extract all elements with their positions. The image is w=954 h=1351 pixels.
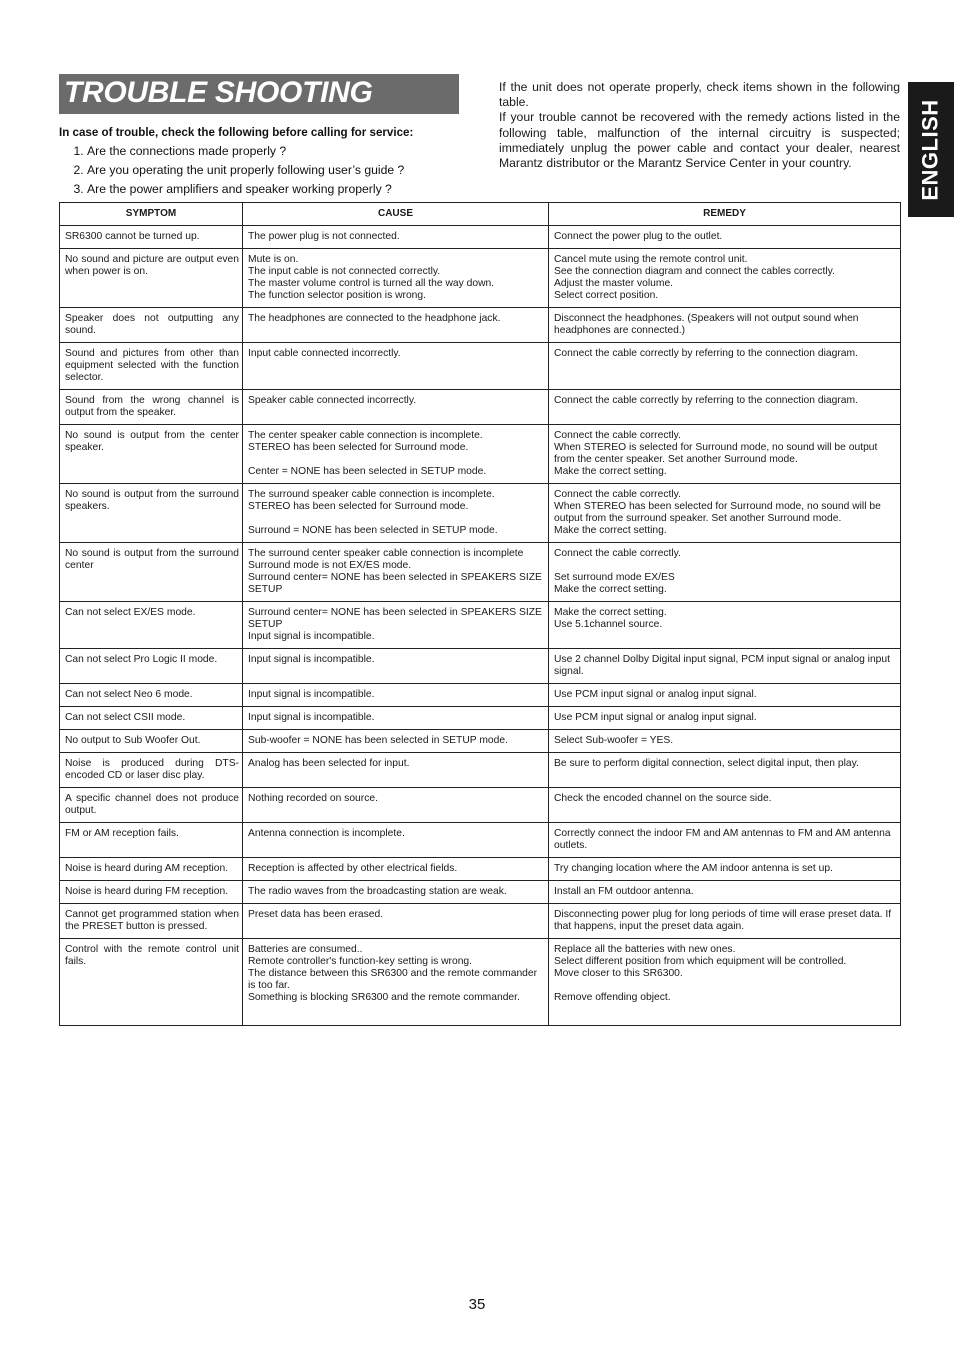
remedy-line: Install an FM outdoor antenna.	[554, 886, 694, 897]
remedy-cell	[549, 904, 901, 939]
cause-line: The headphones are connected to the headphone jack.	[248, 313, 501, 324]
cause-line: The surround center speaker cable connection is incomplete	[248, 548, 524, 559]
cause-line: The function selector position is wrong.	[248, 290, 426, 301]
remedy-cell	[549, 308, 901, 343]
cause-line: Input signal is incompatible.	[248, 631, 375, 642]
cause-line: Remote controller's function-key setting is wrong.	[248, 956, 473, 967]
remedy-line	[554, 560, 897, 572]
cause-line: The center speaker cable connection is incomplete.	[248, 430, 483, 441]
cause-cell	[243, 939, 549, 1026]
remedy-cell	[549, 788, 901, 823]
remedy-cell	[549, 939, 901, 1026]
cause-line: Center = NONE has been selected in SETUP mode.	[248, 466, 487, 477]
cause-line: Mute is on.	[248, 254, 299, 265]
cause-line: Input signal is incompatible.	[248, 689, 375, 700]
cause-cell	[243, 425, 549, 484]
table-row	[60, 249, 901, 308]
cause-cell	[243, 730, 549, 753]
remedy-cell	[549, 649, 901, 684]
cause-line: Batteries are consumed..	[248, 944, 363, 955]
remedy-line: Be sure to perform digital connection, select digital input, then play.	[554, 758, 859, 769]
cause-cell	[243, 684, 549, 707]
cause-cell	[243, 788, 549, 823]
remedy-cell	[549, 226, 901, 249]
cause-line: Antenna connection is incomplete.	[248, 828, 405, 839]
symptom-cell: Cannot get programmed station when the PRESET button is pressed.	[60, 904, 243, 939]
remedy-line: Make the correct setting.	[554, 584, 667, 595]
table-row	[60, 226, 901, 249]
cause-line: Surround center= NONE has been selected in SPEAKERS SIZE SETUP	[248, 607, 542, 630]
cause-cell	[243, 858, 549, 881]
cause-cell	[243, 308, 549, 343]
remedy-line	[554, 980, 897, 992]
check-item: 1. Are the connections made properly ?	[87, 142, 479, 161]
remedy-cell	[549, 707, 901, 730]
language-tab	[908, 82, 954, 217]
cause-line: Preset data has been erased.	[248, 909, 384, 920]
remedy-cell	[549, 343, 901, 390]
cause-line: Analog has been selected for input.	[248, 758, 410, 769]
cause-line: The master volume control is turned all the way down.	[248, 278, 495, 289]
remedy-cell	[549, 543, 901, 602]
cause-cell	[243, 707, 549, 730]
header-symptom: SYMPTOM	[60, 203, 243, 226]
cause-line: Speaker cable connected incorrectly.	[248, 395, 417, 406]
cause-line: Surround = NONE has been selected in SETUP mode.	[248, 525, 498, 536]
table-row	[60, 788, 901, 823]
remedy-cell	[549, 602, 901, 649]
table-row	[60, 881, 901, 904]
page-title: TROUBLE SHOOTING	[64, 76, 373, 109]
table-row	[60, 707, 901, 730]
remedy-line: Use PCM input signal or analog input signal.	[554, 712, 757, 723]
remedy-line: Disconnect the headphones. (Speakers will not output sound when headphones are connected.)	[554, 313, 859, 336]
symptom-cell: A specific channel does not produce output.	[60, 788, 243, 823]
table-row	[60, 308, 901, 343]
remedy-line: Make the correct setting.	[554, 607, 667, 618]
remedy-line: Set surround mode EX/ES	[554, 572, 675, 583]
language-tab-label: ENGLISH	[918, 98, 944, 201]
remedy-line: Connect the power plug to the outlet.	[554, 231, 723, 242]
remedy-line: Select different position from which equipment will be controlled.	[554, 956, 847, 967]
cause-cell	[243, 823, 549, 858]
table-row	[60, 753, 901, 788]
remedy-cell	[549, 249, 901, 308]
remedy-line: Disconnecting power plug for long periods of time will erase preset data. If that happens, input the preset data again.	[554, 909, 892, 932]
cause-cell	[243, 649, 549, 684]
cause-cell	[243, 753, 549, 788]
cause-line	[248, 454, 545, 466]
remedy-line: Make the correct setting.	[554, 466, 667, 477]
symptom-cell: No sound is output from the surround speakers.	[60, 484, 243, 543]
remedy-line: Cancel mute using the remote control unit.	[554, 254, 748, 265]
symptom-cell: Control with the remote control unit fails.	[60, 939, 243, 1026]
remedy-line: Remove offending object.	[554, 992, 671, 1003]
symptom-cell: Can not select Neo 6 mode.	[60, 684, 243, 707]
table-row	[60, 904, 901, 939]
table-row	[60, 343, 901, 390]
remedy-line: Use 5.1channel source.	[554, 619, 663, 630]
cause-line: The input cable is not connected correctly.	[248, 266, 441, 277]
remedy-line: Connect the cable correctly.	[554, 548, 681, 559]
remedy-line: Connect the cable correctly by referring to the connection diagram.	[554, 395, 858, 406]
symptom-cell: No output to Sub Woofer Out.	[60, 730, 243, 753]
remedy-cell	[549, 484, 901, 543]
intro-paragraph-2: If your trouble cannot be recovered with the remedy actions listed in the following table, malfunction of the internal circuitry is suspected; immediately unplug the power cable and contact your dealer, nearest Marantz distributor or the Marantz Service Center in your country.	[499, 110, 900, 171]
check-item: 3. Are the power amplifiers and speaker working properly ?	[87, 180, 479, 199]
remedy-cell	[549, 753, 901, 788]
cause-line: Sub-woofer = NONE has been selected in SETUP mode.	[248, 735, 508, 746]
symptom-cell: Speaker does not outputting any sound.	[60, 308, 243, 343]
symptom-cell: Can not select Pro Logic II mode.	[60, 649, 243, 684]
symptom-cell: No sound is output from the surround center	[60, 543, 243, 602]
cause-line: Reception is affected by other electrical fields.	[248, 863, 458, 874]
cause-line	[248, 513, 545, 525]
intro-text	[499, 80, 900, 171]
remedy-line: Adjust the master volume.	[554, 278, 674, 289]
table-row	[60, 684, 901, 707]
page-number: 35	[468, 1296, 486, 1313]
cause-line: The radio waves from the broadcasting station are weak.	[248, 886, 507, 897]
table-row	[60, 543, 901, 602]
table-row	[60, 939, 901, 1026]
remedy-line: Select correct position.	[554, 290, 659, 301]
header-cause: CAUSE	[243, 203, 549, 226]
table-row	[60, 649, 901, 684]
symptom-cell: Sound from the wrong channel is output from the speaker.	[60, 390, 243, 425]
cause-line: The surround speaker cable connection is incomplete.	[248, 489, 495, 500]
cause-line: Something is blocking SR6300 and the remote commander.	[248, 992, 520, 1003]
remedy-cell	[549, 858, 901, 881]
remedy-line: Connect the cable correctly.	[554, 430, 681, 441]
cause-cell	[243, 602, 549, 649]
remedy-line: Connect the cable correctly.	[554, 489, 681, 500]
pre-service-checks	[59, 125, 479, 199]
cause-line: Surround mode is not EX/ES mode.	[248, 560, 412, 571]
remedy-line: Try changing location where the AM indoor antenna is set up.	[554, 863, 833, 874]
cause-line: The power plug is not connected.	[248, 231, 400, 242]
table-row	[60, 390, 901, 425]
cause-line: Surround center= NONE has been selected in SPEAKERS SIZE SETUP	[248, 572, 542, 595]
remedy-line: Move closer to this SR6300.	[554, 968, 683, 979]
header-remedy: REMEDY	[549, 203, 901, 226]
table-row	[60, 484, 901, 543]
table-row	[60, 823, 901, 858]
check-item: 2. Are you operating the unit properly following user’s guide ?	[87, 161, 479, 180]
remedy-cell	[549, 425, 901, 484]
remedy-line: Use PCM input signal or analog input signal.	[554, 689, 757, 700]
symptom-cell: Sound and pictures from other than equipment selected with the function selector.	[60, 343, 243, 390]
trouble-table	[59, 202, 901, 1026]
symptom-cell: Can not select EX/ES mode.	[60, 602, 243, 649]
intro-paragraph-1: If the unit does not operate properly, check items shown in the following table.	[499, 80, 900, 110]
symptom-cell: No sound is output from the center speaker.	[60, 425, 243, 484]
checks-list	[59, 142, 479, 199]
cause-cell	[243, 390, 549, 425]
remedy-cell	[549, 823, 901, 858]
cause-line: The distance between this SR6300 and the remote commander is too far.	[248, 968, 538, 991]
remedy-line: When STEREO is selected for Surround mode, no sound will be output from the center speaker. Set another Surround mode.	[554, 442, 878, 465]
title-bar	[59, 74, 459, 114]
cause-cell	[243, 484, 549, 543]
symptom-cell: FM or AM reception fails.	[60, 823, 243, 858]
cause-cell	[243, 904, 549, 939]
remedy-cell	[549, 881, 901, 904]
checks-lead: In case of trouble, check the following before calling for service:	[59, 126, 414, 139]
table-row	[60, 425, 901, 484]
remedy-cell	[549, 684, 901, 707]
remedy-line: Use 2 channel Dolby Digital input signal, PCM input signal or analog input signal.	[554, 654, 890, 677]
remedy-line: Make the correct setting.	[554, 525, 667, 536]
remedy-line: Select Sub-woofer = YES.	[554, 735, 674, 746]
cause-cell	[243, 249, 549, 308]
table-row	[60, 858, 901, 881]
cause-cell	[243, 543, 549, 602]
cause-line: Input cable connected incorrectly.	[248, 348, 401, 359]
table-row	[60, 730, 901, 753]
cause-line: STEREO has been selected for Surround mode.	[248, 501, 469, 512]
cause-line: Nothing recorded on source.	[248, 793, 378, 804]
table-row	[60, 602, 901, 649]
remedy-cell	[549, 390, 901, 425]
cause-line: Input signal is incompatible.	[248, 712, 375, 723]
remedy-cell	[549, 730, 901, 753]
cause-cell	[243, 226, 549, 249]
cause-line: Input signal is incompatible.	[248, 654, 375, 665]
cause-cell	[243, 881, 549, 904]
remedy-line: See the connection diagram and connect the cables correctly.	[554, 266, 835, 277]
cause-line: STEREO has been selected for Surround mode.	[248, 442, 469, 453]
symptom-cell: Noise is heard during AM reception.	[60, 858, 243, 881]
remedy-line: When STEREO has been selected for Surround mode, no sound will be output from the surround speaker. Set another Surround mode.	[554, 501, 881, 524]
remedy-line: Check the encoded channel on the source side.	[554, 793, 772, 804]
remedy-line: Correctly connect the indoor FM and AM antennas to FM and AM antenna outlets.	[554, 828, 891, 851]
symptom-cell: No sound and picture are output even when power is on.	[60, 249, 243, 308]
table-header-row	[60, 203, 901, 226]
remedy-line: Connect the cable correctly by referring to the connection diagram.	[554, 348, 858, 359]
symptom-cell: Noise is produced during DTS-encoded CD or laser disc play.	[60, 753, 243, 788]
symptom-cell: Can not select CSII mode.	[60, 707, 243, 730]
symptom-cell: Noise is heard during FM reception.	[60, 881, 243, 904]
cause-cell	[243, 343, 549, 390]
symptom-cell: SR6300 cannot be turned up.	[60, 226, 243, 249]
remedy-line: Replace all the batteries with new ones.	[554, 944, 736, 955]
